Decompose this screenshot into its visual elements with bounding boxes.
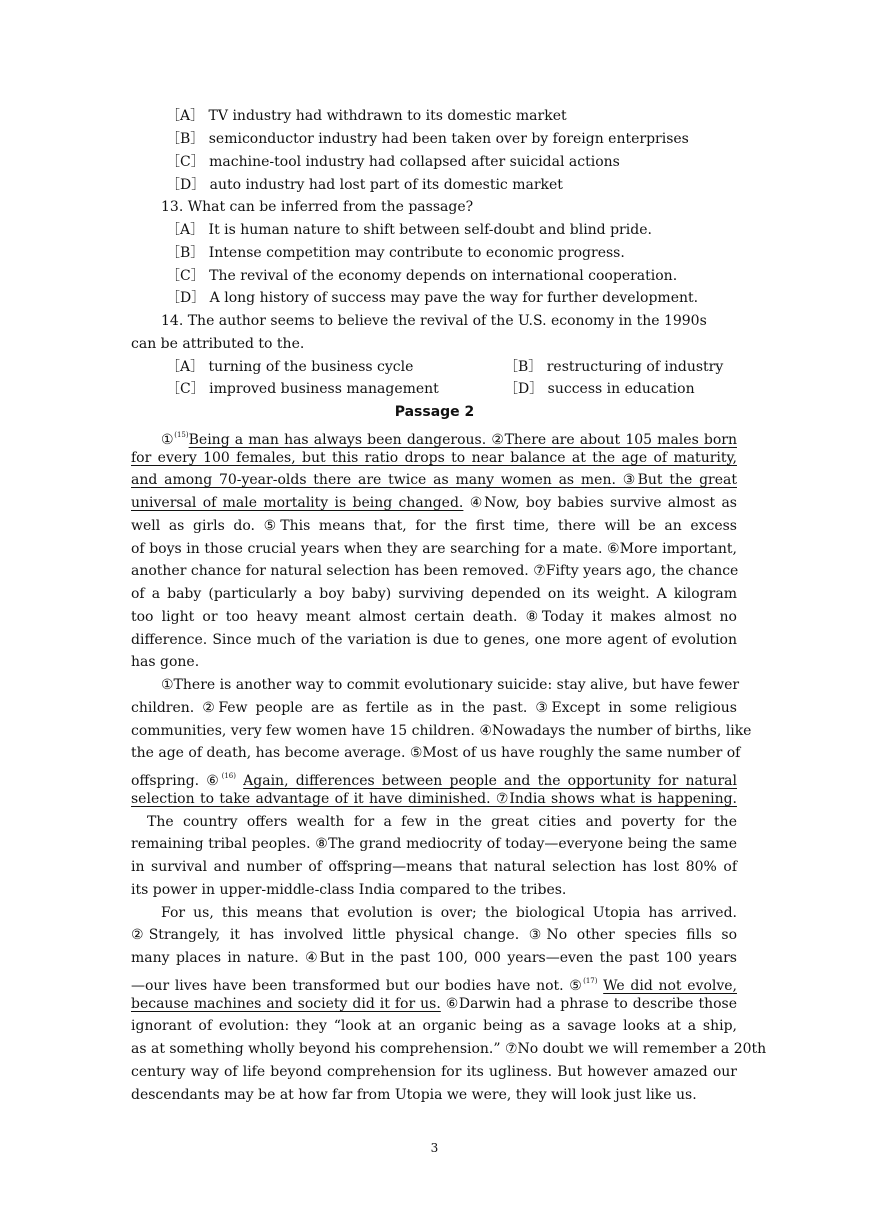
q13-option-b: ［B］ Intense competition may contribute to economic progress. bbox=[166, 245, 625, 261]
p1-line-11: has gone. bbox=[131, 654, 200, 670]
p2-line-1: ①There is another way to commit evolutionary suicide: stay alive, but have fewer bbox=[161, 677, 740, 693]
question-marker-16: (16) bbox=[221, 772, 236, 780]
q14-option-a: ［A］ turning of the business cycle bbox=[166, 359, 414, 375]
p2-line-2: children. ②Few people are as fertile as in the past. ③Except in some religious bbox=[131, 700, 737, 716]
underlined-text: universal of male mortality is being changed. bbox=[131, 495, 464, 511]
p2-line-4: the age of death, has become average. ⑤Most of us have roughly the same number of bbox=[131, 745, 741, 761]
p2-line-10: its power in upper-middle-class India compared to the tribes. bbox=[131, 882, 567, 898]
p2-line-6: selection to take advantage of it have diminished. ⑦India shows what is happening. bbox=[131, 791, 737, 807]
p1-line-9: too light or too heavy meant almost certain death. ⑧Today it makes almost no bbox=[131, 609, 737, 625]
p1-line-2: for every 100 females, but this ratio drops to near balance at the age of maturity, bbox=[131, 450, 737, 466]
q14-option-c: ［C］ improved business management bbox=[166, 381, 439, 397]
p1-line-6: of boys in those crucial years when they are searching for a mate. ⑥More important, bbox=[131, 541, 737, 557]
q13-stem: 13. What can be inferred from the passage? bbox=[161, 199, 474, 215]
question-marker-15: (15) bbox=[174, 431, 189, 439]
page-number: 3 bbox=[430, 1141, 439, 1155]
p2-line-8: remaining tribal peoples. ⑧The grand mediocrity of today—everyone being the same bbox=[131, 836, 737, 852]
q12-option-d: ［D］ auto industry had lost part of its domestic market bbox=[166, 177, 563, 193]
body-text: ⑥Darwin had a phrase to describe those bbox=[440, 996, 737, 1012]
body-text: offspring. ⑥ bbox=[131, 773, 222, 789]
p1-line-10: difference. Since much of the variation is due to genes, one more agent of evolution bbox=[131, 632, 737, 648]
p1-line-4 bbox=[131, 492, 737, 514]
q14-options-row2 bbox=[166, 378, 737, 400]
p1-line-5: well as girls do. ⑤This means that, for the first time, there will be an excess bbox=[131, 518, 737, 534]
p1-line-3: and among 70-year-olds there are twice as many women as men. ③But the great bbox=[131, 472, 737, 488]
p3-line-3: many places in nature. ④But in the past 100, 000 years—even the past 100 years bbox=[131, 950, 737, 966]
sentence-marker: ① bbox=[161, 432, 175, 448]
p3-line-5 bbox=[131, 993, 737, 1015]
q14-option-d: ［D］ success in education bbox=[504, 381, 695, 397]
q14-stem-line1: 14. The author seems to believe the revival of the U.S. economy in the 1990s bbox=[161, 313, 707, 329]
q12-option-c: ［C］ machine-tool industry had collapsed after suicidal actions bbox=[166, 154, 620, 170]
p2-line-7: The country offers wealth for a few in the great cities and poverty for the bbox=[147, 814, 737, 830]
body-text: —our lives have been transformed but our bodies have not. ⑤ bbox=[131, 978, 584, 994]
q14-option-b: ［B］ restructuring of industry bbox=[504, 359, 724, 375]
underlined-text: Being a man has always been dangerous. ②There are about 105 males born bbox=[188, 432, 737, 448]
q12-option-a: ［A］ TV industry had withdrawn to its domestic market bbox=[166, 108, 567, 124]
p3-line-9: descendants may be at how far from Utopia we were, they will look just like us. bbox=[131, 1087, 697, 1103]
p3-line-8: century way of life beyond comprehension for its ugliness. But however amazed our bbox=[131, 1064, 737, 1080]
q14-options-row1 bbox=[166, 356, 737, 378]
p2-line-9: in survival and number of offspring—means that natural selection has lost 80% of bbox=[131, 859, 737, 875]
p3-line-2: ②Strangely, it has involved little physical change. ③No other species fills so bbox=[131, 927, 737, 943]
p2-line-3: communities, very few women have 15 children. ④Nowadays the number of births, like bbox=[131, 723, 752, 739]
p1-line-8: of a baby (particularly a boy baby) surviving depended on its weight. A kilogram bbox=[131, 586, 737, 602]
p1-line-7: another chance for natural selection has been removed. ⑦Fifty years ago, the chance bbox=[131, 563, 739, 579]
q13-option-d: ［D］ A long history of success may pave the way for further development. bbox=[166, 290, 699, 306]
p3-line-6: ignorant of evolution: they “look at an organic being as a savage looks at a ship, bbox=[131, 1018, 737, 1034]
underlined-text: We did not evolve, bbox=[603, 978, 737, 994]
q13-option-a: ［A］ It is human nature to shift between self-doubt and blind pride. bbox=[166, 222, 652, 238]
p3-line-7: as at something wholly beyond his comprehension.” ⑦No doubt we will remember a 20th bbox=[131, 1041, 767, 1057]
q12-option-b: ［B］ semiconductor industry had been taken over by foreign enterprises bbox=[166, 131, 689, 147]
p3-line-1: For us, this means that evolution is over; the biological Utopia has arrived. bbox=[161, 905, 737, 921]
passage-title: Passage 2 bbox=[394, 404, 475, 420]
q14-stem-line2: can be attributed to the. bbox=[131, 336, 305, 352]
body-text: ④Now, boy babies survive almost as bbox=[463, 495, 737, 511]
q13-option-c: ［C］ The revival of the economy depends on international cooperation. bbox=[166, 268, 678, 284]
question-marker-17: (17) bbox=[583, 977, 598, 985]
underlined-text: because machines and society did it for us. bbox=[131, 996, 441, 1012]
underlined-text: Again, differences between people and the opportunity for natural bbox=[243, 773, 738, 789]
